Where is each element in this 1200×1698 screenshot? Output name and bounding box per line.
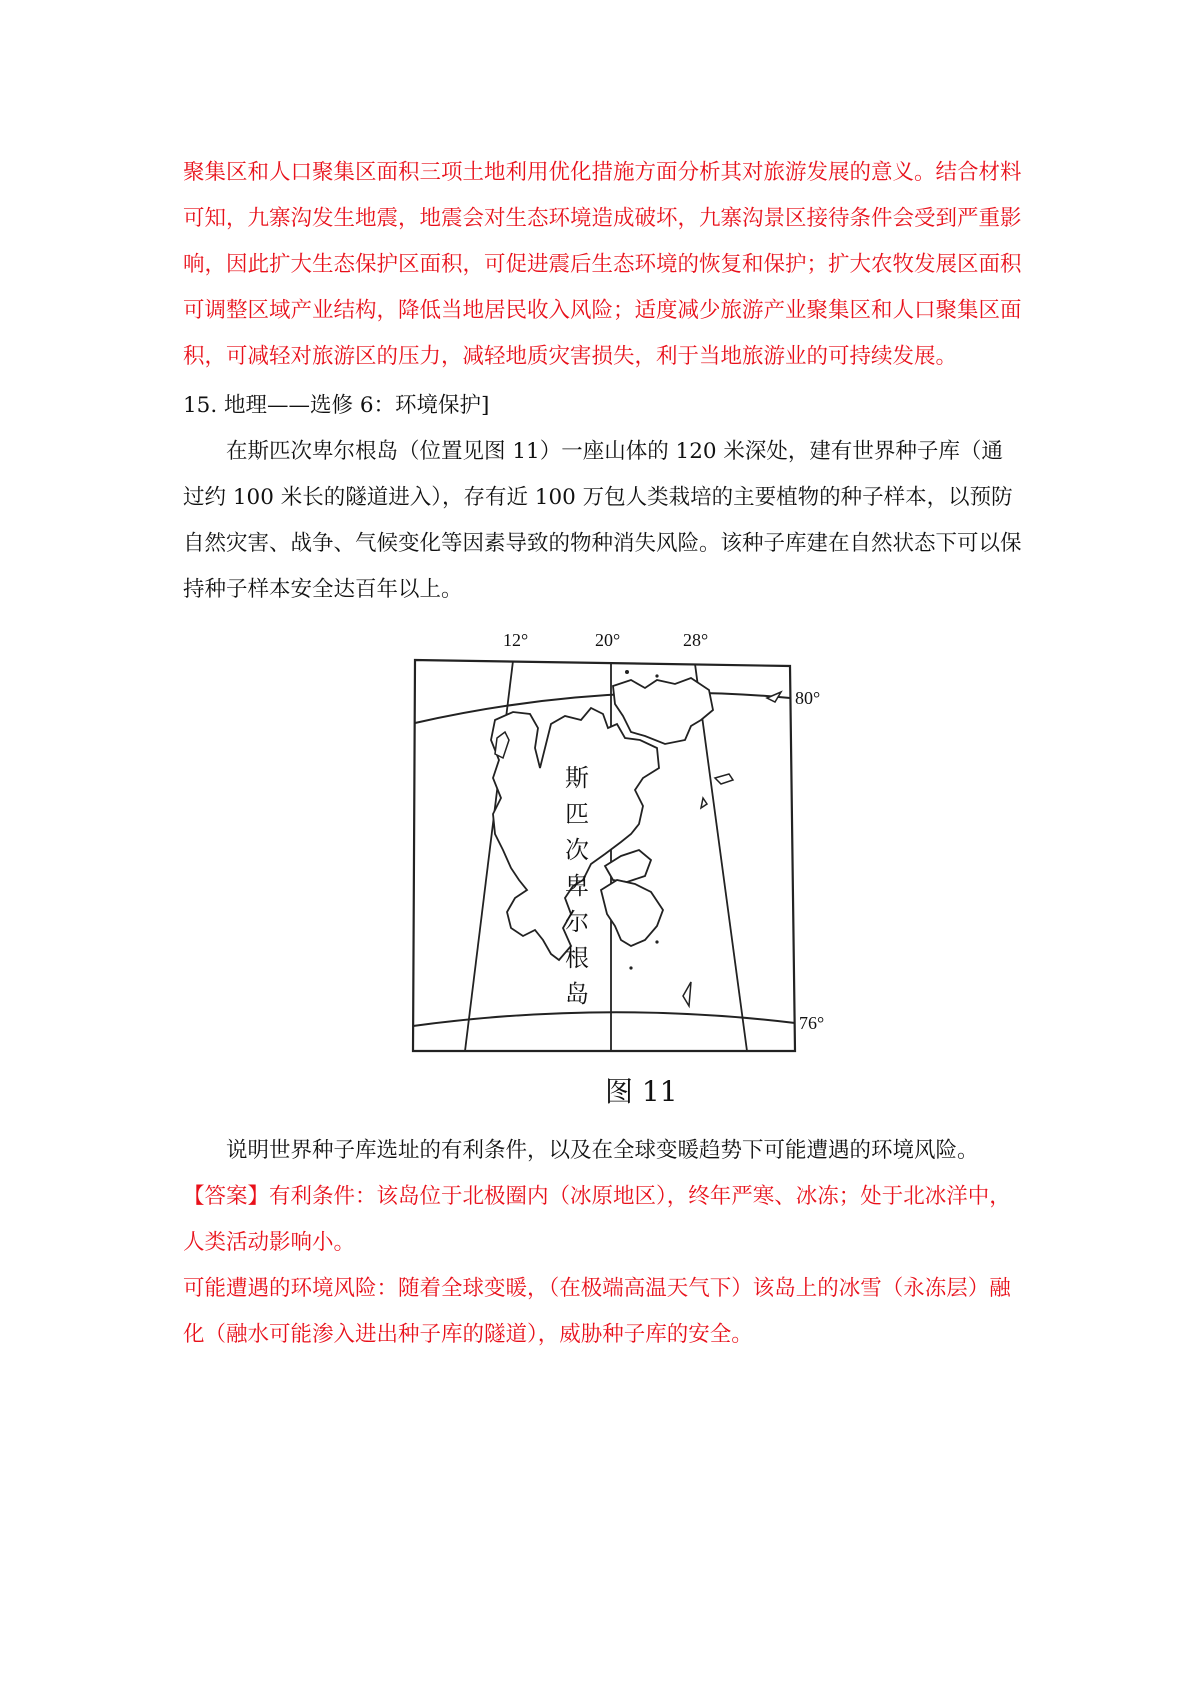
- figure-caption: 图 11: [605, 1075, 678, 1108]
- figure-11-map: [395, 628, 849, 1108]
- answer-environmental-risk: 可能遭遇的环境风险：随着全球变暖，（在极端高温天气下）该岛上的冰雪（永冻层）融化（融水可能渗入进出种子库的隧道），威胁种子库的安全。: [183, 1276, 1011, 1347]
- island-char: 斯: [565, 764, 589, 792]
- island-char: 根: [565, 944, 589, 972]
- barentsoya-outline: [605, 850, 651, 882]
- nordaustlandet-outline: [613, 678, 713, 744]
- island-char: 岛: [565, 980, 589, 1008]
- question-heading: 15. 地理——选修 6：环境保护]: [183, 393, 490, 418]
- latitude-label-80: 80°: [795, 688, 821, 708]
- island-char: 尔: [565, 908, 589, 936]
- island-char: 次: [565, 836, 589, 864]
- longitude-label-28: 28°: [683, 630, 709, 650]
- longitude-label-12: 12°: [503, 630, 529, 650]
- longitude-label-20: 20°: [595, 630, 621, 650]
- previous-answer-paragraph: 聚集区和人口聚集区面积三项土地利用优化措施方面分析其对旅游发展的意义。结合材料可知，九寨沟发生地震，地震会对生态环境造成破坏，九寨沟景区接待条件会受到严重影响，因此扩大生态保护区面积，可促进震后生态环境的恢复和保护；扩大农牧发展区面积可调整区域产业结构，降低当地居民收入风险；适度减少旅游产业聚集区和人口聚集区面积，可减轻对旅游区的压力，减轻地质灾害损失，利于当地旅游业的可持续发展。: [183, 160, 1022, 369]
- question-prompt: 说明世界种子库选址的有利条件，以及在全球变暖趋势下可能遭遇的环境风险。: [226, 1138, 979, 1163]
- island-name-label: [563, 760, 591, 1012]
- hopen-outline: [683, 982, 691, 1006]
- kong-karls-land-2: [701, 798, 707, 808]
- kong-karls-land-1: [715, 774, 733, 784]
- island-char: 匹: [565, 800, 589, 828]
- svalbard-map-drawing: [395, 628, 849, 1108]
- latitude-label-76: 76°: [799, 1013, 825, 1033]
- meridian-28: [695, 664, 747, 1051]
- answer-favorable-conditions: 【答案】有利条件：该岛位于北极圈内（冰原地区），终年严寒、冰冻；处于北冰洋中，人类活动影响小。: [183, 1184, 1011, 1255]
- island-char: 卑: [565, 872, 589, 900]
- question-material-paragraph: 在斯匹次卑尔根岛（位置见图 11）一座山体的 120 米深处，建有世界种子库（通过约 100 米长的隧道进入），存有近 100 万包人类栽培的主要植物的种子样本，以预防自然灾害、战争、气候变化等因素导致的物种消失风险。该种子库建在自然状态下可以保持种子样本安全达百年以上。: [183, 439, 1022, 602]
